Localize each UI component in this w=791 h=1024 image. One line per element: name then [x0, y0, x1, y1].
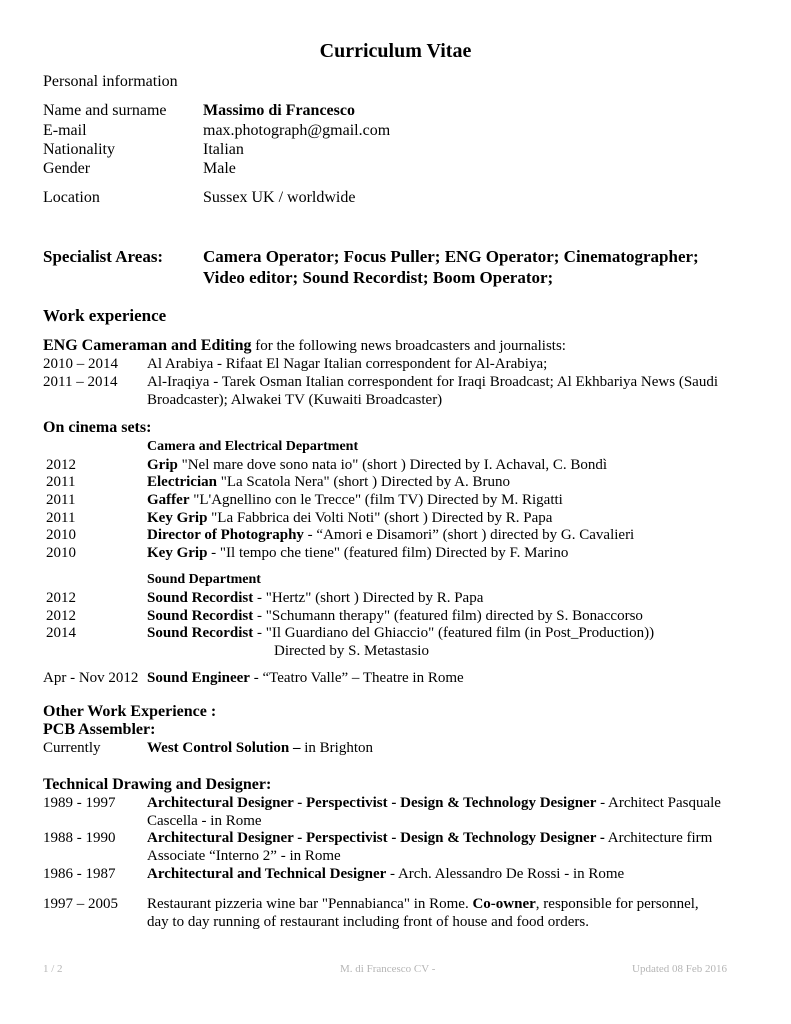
technical-row-cont: Cascella - in Rome — [147, 813, 262, 829]
pcb-when: Currently — [43, 740, 101, 756]
engineer-years: Apr - Nov 2012 — [43, 670, 139, 686]
technical-row-rest: - Arch. Alessandro De Rossi - in Rome — [386, 866, 625, 882]
restaurant-years: 1997 – 2005 — [43, 896, 118, 912]
technical-row-years: 1989 - 1997 — [43, 795, 116, 811]
restaurant-row — [147, 896, 699, 913]
camera-row — [147, 474, 510, 491]
sound-row-year: 2012 — [46, 608, 76, 624]
document-title: Curriculum Vitae — [319, 40, 472, 62]
footer-center: M. di Francesco CV - — [340, 963, 436, 975]
camera-row-role: Key Grip — [147, 510, 208, 526]
camera-row-role: Electrician — [147, 474, 217, 490]
camera-row-role: Director of Photography — [147, 527, 304, 543]
sound-row — [147, 590, 483, 607]
footer-page-number: 1 / 2 — [43, 963, 63, 975]
specialist-line-2: Video editor; Sound Recordist; Boom Operator; — [203, 268, 554, 287]
engineer-row — [147, 670, 464, 687]
camera-row — [147, 527, 634, 544]
personal-info-heading: Personal information — [43, 73, 178, 90]
location-value: Sussex UK / worldwide — [203, 189, 356, 206]
pcb-company: West Control Solution – — [147, 740, 301, 756]
technical-row-role: Architectural Designer - Perspectivist - Design & Technology Designer — [147, 795, 597, 811]
eng-intro-rest: for the following news broadcasters and journalists: — [251, 338, 566, 354]
camera-row-year: 2010 — [46, 545, 76, 561]
sound-row-year: 2012 — [46, 590, 76, 606]
technical-heading: Technical Drawing and Designer: — [43, 776, 272, 793]
technical-row-cont: Associate “Interno 2” - in Rome — [147, 848, 341, 864]
camera-row — [147, 510, 552, 527]
camera-row-rest: "La Fabbrica dei Volti Noti" (short ) Directed by R. Papa — [207, 510, 553, 526]
gender-label: Gender — [43, 160, 91, 177]
camera-row-year: 2011 — [46, 474, 76, 490]
gender-value: Male — [203, 160, 236, 177]
engineer-role: Sound Engineer — [147, 670, 250, 686]
restaurant-pre: Restaurant pizzeria wine bar "Pennabianca" in Rome. — [147, 896, 473, 912]
technical-row — [147, 830, 712, 847]
cinema-heading: On cinema sets: — [43, 419, 152, 436]
sound-row-year: 2014 — [46, 625, 76, 641]
location-label: Location — [43, 189, 100, 206]
sound-row-rest: - "Schumann therapy" (featured film) directed by S. Bonaccorso — [253, 608, 643, 624]
technical-row-role: Architectural Designer - Perspectivist - Design & Technology Designer - — [147, 830, 605, 846]
restaurant-row-cont: day to day running of restaurant including front of house and food orders. — [147, 914, 589, 930]
nationality-value: Italian — [203, 141, 244, 158]
technical-row-years: 1988 - 1990 — [43, 830, 116, 846]
work-experience-heading: Work experience — [43, 306, 167, 325]
sound-row — [147, 608, 643, 625]
name-value: Massimo di Francesco — [203, 102, 355, 119]
pcb-heading: PCB Assembler: — [43, 721, 156, 738]
sound-row-rest-cont: Directed by S. Metastasio — [274, 643, 429, 659]
sound-row — [147, 625, 654, 642]
nationality-label: Nationality — [43, 141, 115, 158]
camera-row — [147, 545, 568, 562]
engineer-rest: - “Teatro Valle” – Theatre in Rome — [249, 670, 464, 686]
technical-row — [147, 795, 721, 812]
sound-dept-heading: Sound Department — [147, 572, 261, 587]
eng-intro-bold: ENG Cameraman and Editing — [43, 337, 252, 354]
pcb-row — [147, 740, 373, 757]
email-label: E-mail — [43, 122, 87, 139]
technical-row-rest: Architecture firm — [604, 830, 713, 846]
eng-row-text-cont: Broadcaster); Alwakei TV (Kuwaiti Broadcaster) — [147, 392, 443, 408]
camera-row-year: 2011 — [46, 492, 76, 508]
other-work-heading: Other Work Experience : — [43, 703, 217, 720]
eng-row-years: 2010 – 2014 — [43, 356, 118, 372]
sound-row-role: Sound Recordist — [147, 590, 254, 606]
camera-row-year: 2011 — [46, 510, 76, 526]
camera-row — [147, 457, 607, 474]
technical-row-role: Architectural and Technical Designer — [147, 866, 387, 882]
camera-row-rest: - “Amori e Disamori” (short ) directed by G. Cavalieri — [303, 527, 635, 543]
camera-row-rest: "L'Agnellino con le Trecce" (film TV) Directed by M. Rigatti — [189, 492, 563, 508]
camera-row-rest: "La Scatola Nera" (short ) Directed by A. Bruno — [216, 474, 510, 490]
camera-row-year: 2012 — [46, 457, 76, 473]
camera-row-year: 2010 — [46, 527, 76, 543]
name-label: Name and surname — [43, 102, 167, 119]
eng-row-text: Al Arabiya - Rifaat El Nagar Italian correspondent for Al-Arabiya; — [147, 356, 548, 372]
pcb-rest: in Brighton — [300, 740, 374, 756]
sound-row-role: Sound Recordist — [147, 608, 254, 624]
eng-row-text: Al-Iraqiya - Tarek Osman Italian correspondent for Iraqi Broadcast; Al Ekhbariya News (Saudi — [147, 374, 718, 390]
camera-row-role: Gaffer — [147, 492, 190, 508]
specialist-line-1: Camera Operator; Focus Puller; ENG Operator; Cinematographer; — [203, 247, 699, 266]
sound-row-rest: - "Hertz" (short ) Directed by R. Papa — [253, 590, 484, 606]
camera-row-role: Grip — [147, 457, 178, 473]
camera-row — [147, 492, 563, 509]
technical-row-rest: - Architect Pasquale — [596, 795, 721, 811]
sound-row-role: Sound Recordist — [147, 625, 254, 641]
technical-row — [147, 866, 624, 883]
restaurant-post: , responsible for personnel, — [535, 896, 699, 912]
sound-row-rest: - "Il Guardiano del Ghiaccio" (featured film (in Post_Production)) — [253, 625, 655, 641]
eng-intro — [43, 337, 566, 355]
technical-row-years: 1986 - 1987 — [43, 866, 116, 882]
restaurant-role: Co-owner — [472, 896, 536, 912]
camera-row-role: Key Grip — [147, 545, 208, 561]
footer-updated: Updated 08 Feb 2016 — [632, 963, 728, 975]
eng-row-years: 2011 – 2014 — [43, 374, 118, 390]
specialist-label: Specialist Areas: — [43, 247, 164, 266]
camera-row-rest: - "Il tempo che tiene" (featured film) Directed by F. Marino — [207, 545, 569, 561]
email-value: max.photograph@gmail.com — [203, 122, 391, 139]
camera-dept-heading: Camera and Electrical Department — [147, 439, 359, 454]
camera-row-rest: "Nel mare dove sono nata io" (short ) Directed by I. Achaval, C. Bondì — [177, 457, 608, 473]
